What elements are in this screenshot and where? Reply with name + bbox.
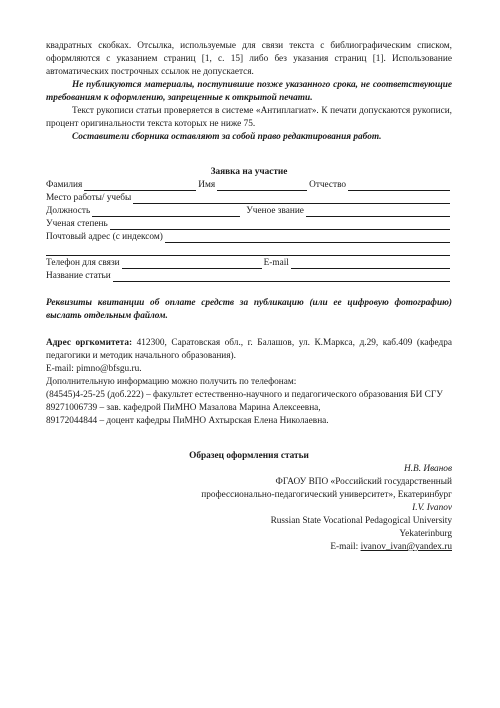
application-form [46,179,452,283]
article-label: Название статьи [46,271,111,281]
form-row-phone [46,257,452,270]
sample-title: Образец оформления статьи [189,451,309,461]
surname-field[interactable] [84,180,196,191]
sample-org-en: Russian State Vocational Pedagogical University [270,516,452,526]
postal-field-continued[interactable] [46,245,450,256]
postal-field[interactable] [165,232,450,243]
payment-note: Реквизиты квитанции об оплате средств за публикацию (или ее цифровую фотографию) выслать отдельным файлом. [46,298,452,321]
sample-author-ru: Н.В. Иванов [404,464,452,474]
organizer-email: E-mail: pimno@bfsgu.ru. [46,364,142,374]
phone-line-1: (84545)4-25-25 (доб.222) – факультет естественно-научного и педагогического образования БИ СГУ [46,390,443,400]
position-field[interactable] [92,206,240,217]
form-row-degree [46,218,452,231]
intro-paragraph: квадратных скобках. Отсылка, используемые для связи текста с библиографическим списком, оформляются с указанием страниц [1, с. 15] либо без указания страниц [1]. Использование автоматических построчных ссылок не допускается. [46,41,452,77]
name-field[interactable] [217,180,307,191]
application-form-title: Заявка на участие [210,167,288,177]
position-label: Должность [46,206,91,216]
academic-title-field[interactable] [306,206,450,217]
email-field[interactable] [291,258,450,269]
sample-org-ru-1: ФГАОУ ВПО «Российский государственный [275,477,452,487]
patronymic-label: Отчество [309,180,347,190]
academic-title-label: Ученое звание [246,206,304,216]
degree-field[interactable] [110,219,450,230]
phone-line-2: 89271006739 – зав. кафедрой ПиМНО Мазалова Марина Алексеевна, [46,403,321,413]
form-row-postal-extra [46,244,452,257]
form-row-name [46,179,452,192]
phones-intro: Дополнительную информацию можно получить по телефонам: [46,377,297,387]
document-page [46,40,452,554]
form-row-article [46,270,452,283]
form-row-workplace [46,192,452,205]
patronymic-field[interactable] [348,180,450,191]
sample-block [46,463,452,554]
article-field[interactable] [113,271,450,282]
workplace-label: Место работы/ учебы [46,193,132,203]
plagiarism-paragraph: Текст рукописи статьи проверяется в системе «Антиплагиат». К печати допускаются рукописи, процент оригинальности текста которых не ниже 75. [46,106,452,129]
postal-label: Почтовый адрес (с индексом) [46,232,163,242]
email-label: E-mail [263,258,289,268]
sample-email-line [46,541,452,554]
sample-email-link[interactable]: ivanov_ivan@yandex.ru [360,542,452,552]
workplace-field[interactable] [133,193,450,204]
form-row-position [46,205,452,218]
address-text: 412300, Саратовская обл., г. Балашов, ул. К.Маркса, д.29, каб.409 (кафедра педагогики и методик начального образования). [46,338,452,361]
sample-author-en: I.V. Ivanov [412,503,452,513]
sample-org-ru-2: профессионально-педагогический университет», Екатеринбург [201,490,452,500]
phone-label: Телефон для связи [46,258,120,268]
phone-line-3: 89172044844 – доцент кафедры ПиМНО Ахтырская Елена Николаевна. [46,416,329,426]
editing-reserve-note: Составители сборника оставляют за собой право редактирования работ. [72,132,382,142]
sample-email-label: E-mail: [330,542,361,552]
phone-field[interactable] [122,258,262,269]
warning-note: Не публикуются материалы, поступившие позже указанного срока, не соответствующие требованиям к оформлению, запрещенные к открытой печати. [46,80,452,103]
form-row-postal [46,231,452,244]
sample-city-en: Yekaterinburg [399,529,452,539]
address-label: Адрес оргкомитета: [46,338,133,348]
surname-label: Фамилия [46,180,83,190]
degree-label: Ученая степень [46,219,108,229]
address-paragraph [46,337,452,363]
name-label: Имя [198,180,216,190]
contacts-block [46,337,452,428]
